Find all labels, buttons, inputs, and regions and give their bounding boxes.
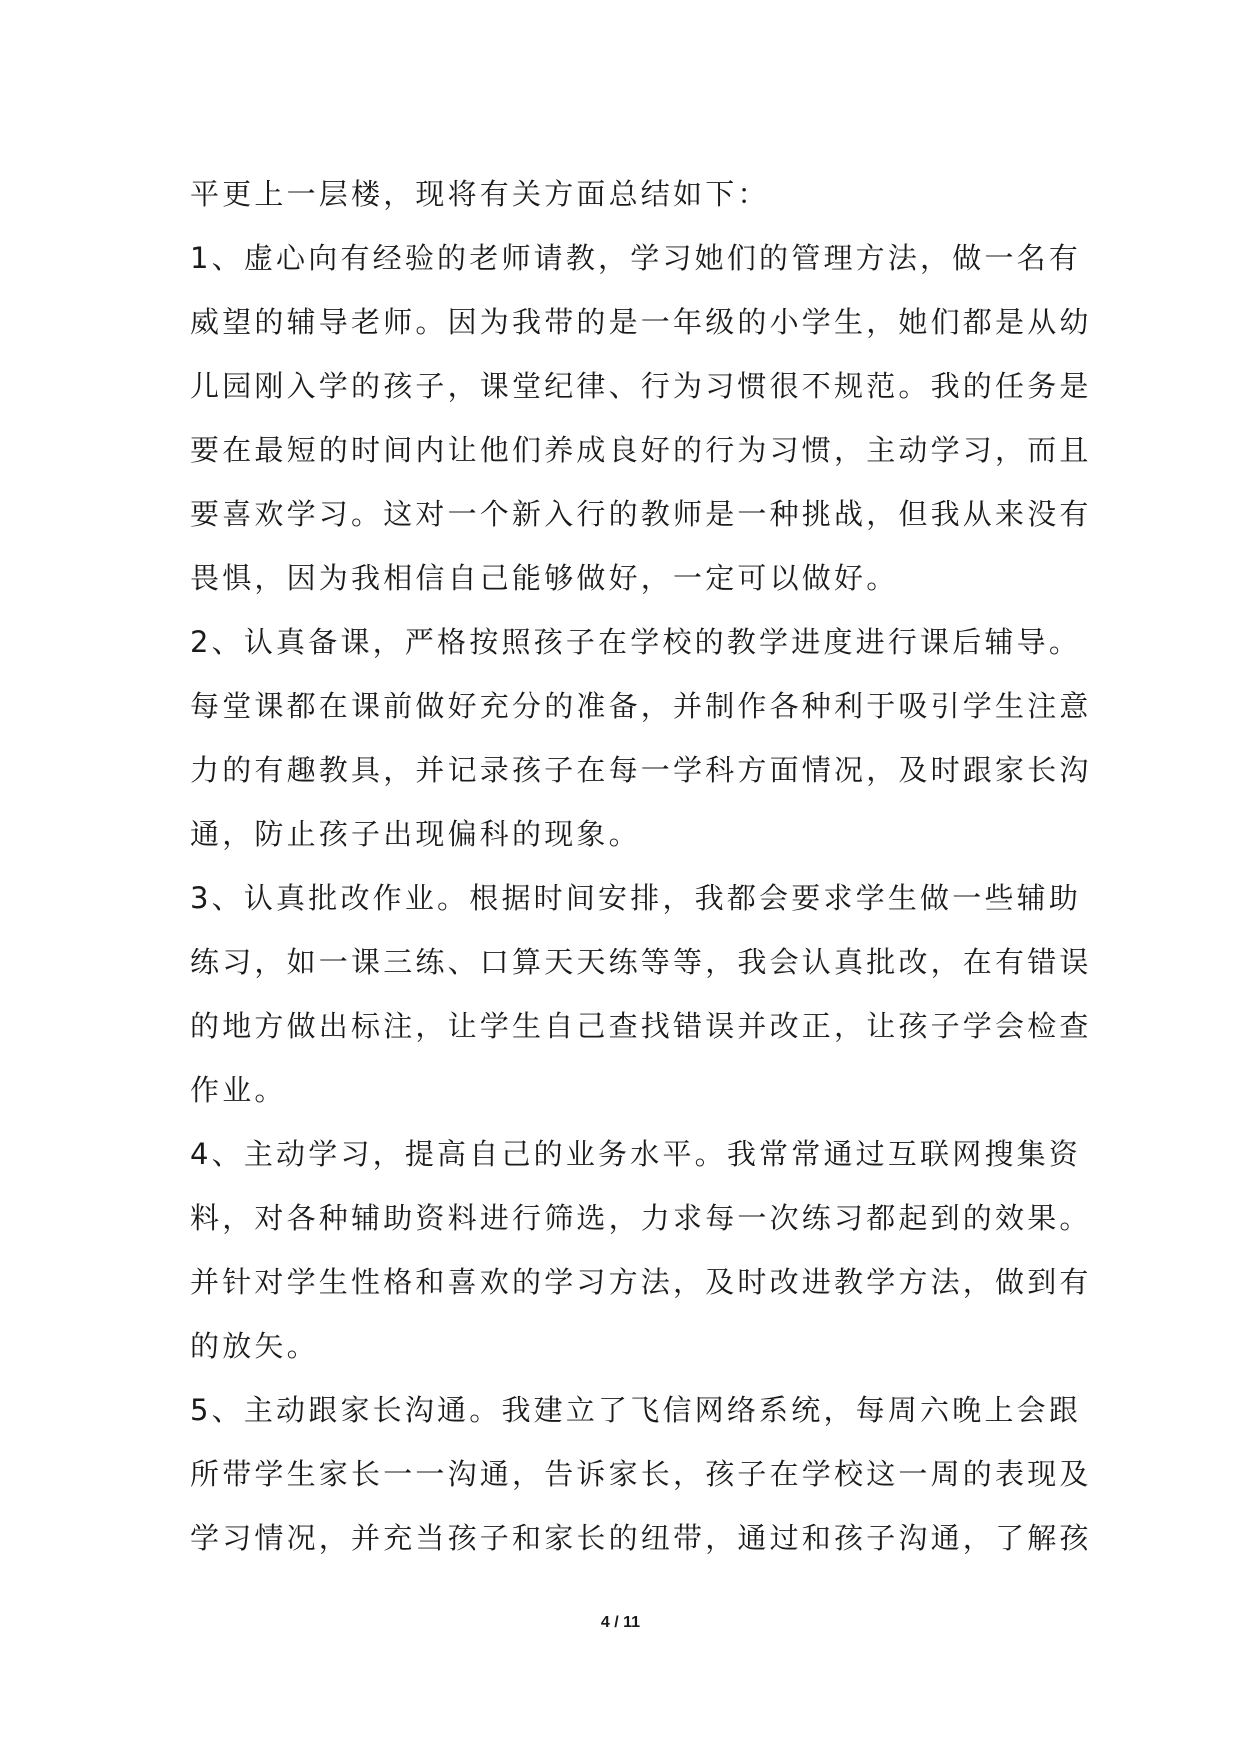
text-line: 通，防止孩子出现偏科的现象。	[190, 817, 641, 851]
text-line: 儿园刚入学的孩子，课堂纪律、行为习惯很不规范。我的任务是	[190, 369, 1092, 403]
text-line: 要在最短的时间内让他们养成良好的行为习惯，主动学习，而且	[190, 433, 1092, 467]
text-line: 并针对学生性格和喜欢的学习方法，及时改进教学方法，做到有	[190, 1265, 1092, 1299]
text-line: 平更上一层楼，现将有关方面总结如下：	[190, 177, 770, 211]
page-number: 4 / 11	[600, 1614, 641, 1631]
text-line: 每堂课都在课前做好充分的准备，并制作各种利于吸引学生注意	[190, 689, 1092, 723]
document-body	[190, 162, 1092, 1570]
text-line: 威望的辅导老师。因为我带的是一年级的小学生，她们都是从幼	[190, 305, 1092, 339]
text-line: 作业。	[190, 1073, 287, 1107]
text-line: 力的有趣教具，并记录孩子在每一学科方面情况，及时跟家长沟	[190, 753, 1092, 787]
text-line: 畏惧，因为我相信自己能够做好，一定可以做好。	[190, 561, 899, 595]
text-line: 学习情况，并充当孩子和家长的纽带，通过和孩子沟通，了解孩	[190, 1521, 1092, 1555]
text-line: 所带学生家长一一沟通，告诉家长，孩子在学校这一周的表现及	[190, 1457, 1092, 1491]
text-line: 5、主动跟家长沟通。我建立了飞信网络系统，每周六晚上会跟	[190, 1393, 1082, 1427]
text-line: 3、认真批改作业。根据时间安排，我都会要求学生做一些辅助	[190, 881, 1082, 915]
text-line: 的放矢。	[190, 1329, 319, 1363]
text-line: 4、主动学习，提高自己的业务水平。我常常通过互联网搜集资	[190, 1137, 1082, 1171]
text-line: 练习，如一课三练、口算天天练等等，我会认真批改，在有错误	[190, 945, 1092, 979]
text-line: 要喜欢学习。这对一个新入行的教师是一种挑战，但我从来没有	[190, 497, 1092, 531]
text-line: 的地方做出标注，让学生自己查找错误并改正，让孩子学会检查	[190, 1009, 1092, 1043]
text-line: 1、虚心向有经验的老师请教，学习她们的管理方法，做一名有	[190, 241, 1082, 275]
text-line: 料，对各种辅助资料进行筛选，力求每一次练习都起到的效果。	[190, 1201, 1092, 1235]
text-line: 2、认真备课，严格按照孩子在学校的教学进度进行课后辅导。	[190, 625, 1082, 659]
